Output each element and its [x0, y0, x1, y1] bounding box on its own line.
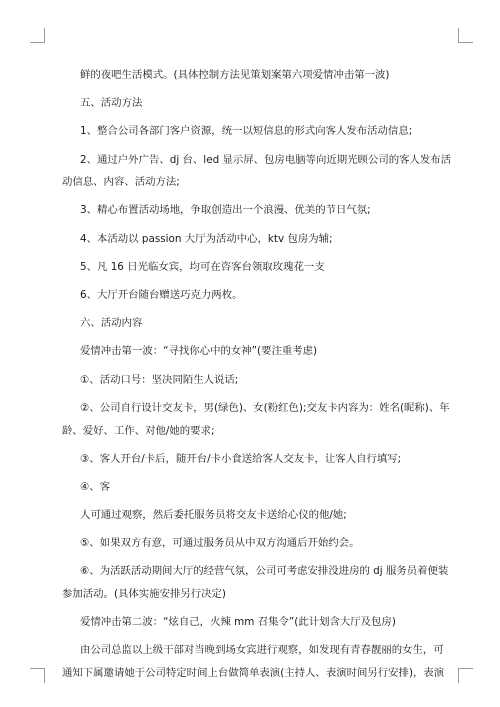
paragraph-line: 动信息、内容、活动方法;	[62, 176, 180, 188]
paragraph-line: ⑤、如果双方有意，可通过服务员从中双方沟通后开始约会。	[80, 537, 360, 549]
paragraph-line: 3、精心布置活动场地，争取创造出一个浪漫、优美的节日气氛;	[80, 204, 371, 216]
paragraph-line: 鲜的夜吧生活模式。(具体控制方法见策划案第六项爱情冲击第一波)	[80, 69, 390, 81]
paragraph-line: ③、客人开台/卡后，随开台/卡小食送给客人交友卡，让客人自行填写;	[80, 453, 402, 465]
paragraph-line: 1、整合公司各部门客户资源，统一以短信息的形式向客人发布活动信息;	[80, 125, 413, 137]
paragraph-line: 2、通过户外广告、dj 台、led 显示屏、包房电脑等向近期光顾公司的客人发布活	[80, 154, 452, 166]
paragraph-line: 龄、爱好、工作、对他/她的要求;	[62, 425, 215, 437]
paragraph-line: 由公司总监以上级干部对当晚到场女宾进行观察，如发现有青春靓丽的女生，可	[80, 644, 444, 656]
paragraph-line: 人可通过观察，然后委托服务员将交友卡送给心仪的他/她;	[80, 509, 347, 521]
section-heading: 六、活动内容	[80, 317, 143, 329]
section-heading: 五、活动方法	[80, 97, 143, 109]
paragraph-line: 通知下属邀请她于公司特定时间上台做简单表演(主持人、表演时间另行安排)，表演	[62, 667, 445, 679]
paragraph-line: ⑥、为活跃活动期间大厅的经营气氛，公司可考虑安排没进房的 dj 服务员着便装	[80, 565, 449, 577]
paragraph-line: ①、活动口号：坚决同陌生人说话;	[80, 374, 239, 386]
crop-mark-bottom-left	[30, 668, 45, 683]
paragraph-line: 爱情冲击第二波：“炫自己，火辣 mm 召集令”(此计划含大厅及包房)	[80, 616, 396, 628]
paragraph-line: 6、大厅开台随台赠送巧克力两枚。	[80, 289, 243, 301]
paragraph-line: 5、凡 16 日光临女宾，均可在咨客台领取玫瑰花一支	[80, 261, 325, 273]
paragraph-line: ②、公司自行设计交友卡，男(绿色)、女(粉红色);交友卡内容为：姓名(昵称)、年	[80, 402, 450, 414]
paragraph-line: ④、客	[80, 481, 111, 493]
paragraph-line: 参加活动。(具体实施安排另行决定)	[62, 588, 226, 600]
crop-mark-top-left	[30, 28, 45, 43]
crop-mark-top-right	[458, 28, 473, 43]
crop-mark-bottom-right	[458, 668, 473, 683]
paragraph-line: 4、本活动以 passion 大厅为活动中心，ktv 包房为辅;	[80, 233, 333, 245]
paragraph-line: 爱情冲击第一波：“寻找你心中的女神”(要注重考虑)	[80, 345, 318, 357]
